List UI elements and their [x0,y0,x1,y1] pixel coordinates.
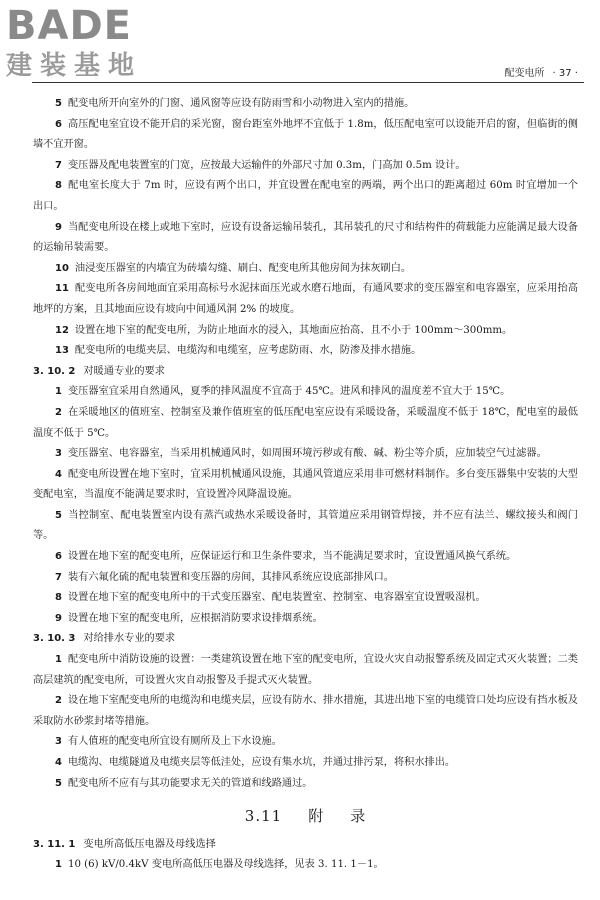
clause: 8 配电室长度大于 7m 时，应设有两个出口，并宜设置在配电室的两端，两个出口的距离超过 60m 时宜增加一个出口。 [33,180,578,212]
running-header [505,64,578,79]
clause: 1 10 (6) kV/0.4kV 变电所高低压电器及母线选择，见表 3. 11. 1－1。 [55,859,384,871]
clause: 9 当配变电所设在楼上或地下室时，应设有设备运输吊装孔，其吊装孔的尺寸和结构件的荷载能力应能满足最大设备的运输吊装需要。 [33,221,578,254]
chapter-heading: 3.11 附 录 [244,807,367,826]
section-heading: 3. 11. 1 变电所高低压电器及母线选择 [33,838,216,850]
section-heading: 3. 10. 3 对给排水专业的要求 [33,633,176,645]
clause: 12 设置在地下室的配变电所，为防止地面水的浸入，其地面应抬高、且不小于 100mm～300mm。 [55,324,513,336]
clause: 5 当控制室、配电装置室内设有蒸汽或热水采暖设备时，其管道应采用钢管焊接，并不应有法兰、螺纹接头和阀门等。 [33,509,578,542]
header-section: 配变电所 [504,68,545,79]
clause: 2 设在地下室配变电所的电缆沟和电缆夹层，应设有防水、排水措施，其进出地下室的电缆管口处均应设有挡水板及采取防水砂浆封堵等措施。 [33,695,578,727]
clause: 4 配变电所设置在地下室时，宜采用机械通风设施，其通风管道应采用非可燃材料制作。多台变压器集中安装的大型变配电室，当温度不能满足要求时，宜设置冷风降温设施。 [33,468,578,501]
clause: 4 电缆沟、电缆隧道及电缆夹层等低洼处，应设有集水坑，并通过排污泵，将积水排出。 [55,757,456,768]
clause: 11 配变电所各房间地面宜采用高标号水泥抹面压光或水磨石地面，有通风要求的变压器室和电容器室，应采用抬高地坪的方案，且其地面应设有坡向中间通风洞 2% 的坡度。 [33,283,578,315]
clause: 7 装有六氟化硫的配电装置和变压器的房间，其排风系统应设底部排风口。 [55,571,394,583]
clause: 2 在采暖地区的值班室、控制室及兼作值班室的低压配电室应设有采暖设备，采暖温度不低于 18℃，配电室的最低温度不低于 5℃。 [33,406,578,439]
clause: 5 配变电所不应有与其功能要求无关的管道和线路通过。 [55,777,313,789]
clause: 1 配变电所中消防设施的设置：一类建筑设置在地下室的配变电所，宜设火灾自动报警系统及固定式灭火装置；二类高层建筑的配变电所，可设置火灾自动报警及手提式灭火装置。 [33,654,578,686]
header-rule [32,82,584,83]
clause: 6 高压配电室宜设不能开启的采光窗，窗台距室外地坪不宜低于 1.8m，低压配电室可以设能开启的窗，但临街的侧墙不宜开窗。 [33,118,578,151]
clause: 13 配变电所的电缆夹层、电缆沟和电缆室，应考虑防雨、水，防渗及排水措施。 [55,345,422,357]
clause: 3 变压器室、电容器室，当采用机械通风时，如周围环境污秽或有酸、碱、粉尘等介质，应加装空气过滤器。 [55,448,547,460]
page-body [33,94,578,876]
clause: 7 变压器及配电装置室的门宽，应按最大运输件的外部尺寸加 0.3m，门高加 0.5m 设计。 [55,159,466,171]
page-number: · 37 · [552,68,578,79]
site-logo [6,4,176,88]
clause: 5 配变电所开向室外的门窗、通风窗等应设有防雨雪和小动物进入室内的措施。 [55,98,415,109]
clause: 8 设置在地下室的配变电所中的干式变压器室、配电装置室、控制室、电容器室宜设置吸湿机。 [55,592,486,604]
clause: 6 设置在地下室的配变电所，应保证运行和卫生条件要求，当不能满足要求时，宜设置通风换气系统。 [55,551,517,563]
clause: 10 油浸变压器室的内墙宜为砖墙勾缝、刷白、配变电所其他房间为抹灰刷白。 [55,262,412,274]
section-heading: 3. 10. 2 对暖通专业的要求 [33,365,165,377]
clause: 1 变压器室宜采用自然通风，夏季的排风温度不宜高于 45℃。进风和排风的温度差不宜大于 15℃。 [55,386,511,398]
logo-chinese: 建装基地 [6,51,143,81]
clause: 3 有人值班的配变电所宜设有厕所及上下水设施。 [55,736,282,748]
clause: 9 设置在地下室的配变电所，应根据消防要求设排烟系统。 [55,612,323,624]
logo-wordmark: BADE [6,3,132,49]
